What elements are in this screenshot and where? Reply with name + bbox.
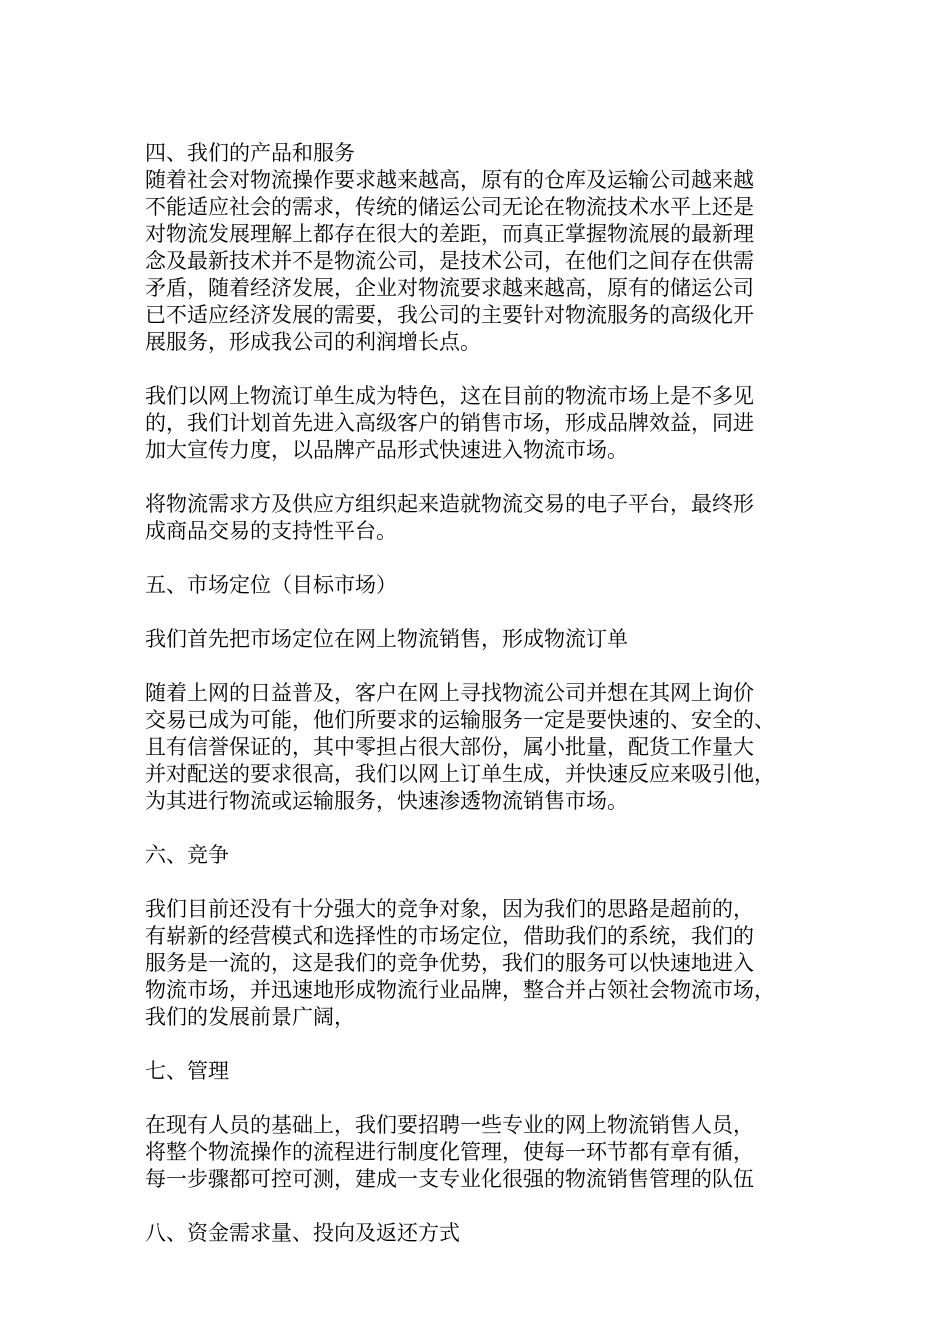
text-line: 交易已成为可能，他们所要求的运输服务一定是要快速的、安全的、 bbox=[145, 708, 775, 732]
paragraph-gap bbox=[145, 1193, 835, 1220]
paragraph-gap bbox=[145, 653, 835, 680]
text-line: 每一步骤都可控可测，建成一支专业化很强的物流销售管理的队伍 bbox=[145, 1167, 754, 1191]
paragraph-gap bbox=[145, 869, 835, 896]
text-line: 展服务，形成我公司的利润增长点。 bbox=[145, 330, 481, 354]
text-line: 加大宣传力度，以品牌产品形式快速进入物流市场。 bbox=[145, 438, 628, 462]
text-line: 将物流需求方及供应方组织起来造就物流交易的电子平台，最终形 bbox=[145, 492, 754, 516]
paragraph-gap bbox=[145, 356, 835, 383]
paragraph bbox=[145, 896, 835, 1031]
text-line: 将整个物流操作的流程进行制度化管理，使每一环节都有章有循， bbox=[145, 1140, 754, 1164]
text-line: 的，我们计划首先进入高级客户的销售市场，形成品牌效益，同进 bbox=[145, 411, 754, 435]
paragraph bbox=[145, 626, 835, 653]
paragraph-gap bbox=[145, 545, 835, 572]
paragraph-gap bbox=[145, 1031, 835, 1058]
text-line: 我们以网上物流订单生成为特色，这在目前的物流市场上是不多见 bbox=[145, 384, 754, 408]
text-line: 念及最新技术并不是物流公司，是技术公司，在他们之间存在供需 bbox=[145, 249, 754, 273]
text-line: 服务是一流的，这是我们的竞争优势，我们的服务可以快速地进入 bbox=[145, 951, 754, 975]
text-line: 我们的发展前景广阔， bbox=[145, 1005, 355, 1029]
paragraph-gap bbox=[145, 815, 835, 842]
section-heading: 七、管理 bbox=[145, 1059, 229, 1083]
text-line: 并对配送的要求很高，我们以网上订单生成，并快速反应来吸引他， bbox=[145, 762, 775, 786]
paragraph-gap bbox=[145, 599, 835, 626]
text-line: 已不适应经济发展的需要，我公司的主要针对物流服务的高级化开 bbox=[145, 303, 754, 327]
paragraph bbox=[145, 167, 835, 356]
text-line: 我们首先把市场定位在网上物流销售，形成物流订单 bbox=[145, 627, 628, 651]
paragraph-gap bbox=[145, 1085, 835, 1112]
text-line: 不能适应社会的需求，传统的储运公司无论在物流技术水平上还是 bbox=[145, 195, 754, 219]
paragraph bbox=[145, 680, 835, 815]
text-line: 为其进行物流或运输服务，快速渗透物流销售市场。 bbox=[145, 789, 628, 813]
section-heading: 八、资金需求量、投向及返还方式 bbox=[145, 1221, 460, 1245]
paragraph-gap bbox=[145, 464, 835, 491]
text-line: 在现有人员的基础上，我们要招聘一些专业的网上物流销售人员， bbox=[145, 1113, 754, 1137]
section-heading: 五、市场定位（目标市场） bbox=[145, 573, 397, 597]
section-heading: 六、竞争 bbox=[145, 843, 229, 867]
text-line: 矛盾，随着经济发展，企业对物流要求越来越高，原有的储运公司 bbox=[145, 276, 754, 300]
text-line: 且有信誉保证的，其中零担占很大部份，属小批量，配货工作量大 bbox=[145, 735, 754, 759]
paragraph bbox=[145, 383, 835, 464]
text-line: 随着上网的日益普及，客户在网上寻找物流公司并想在其网上询价 bbox=[145, 681, 754, 705]
section-heading: 四、我们的产品和服务 bbox=[145, 141, 355, 165]
text-line: 随着社会对物流操作要求越来越高，原有的仓库及运输公司越来越 bbox=[145, 168, 754, 192]
text-line: 有崭新的经营模式和选择性的市场定位，借助我们的系统，我们的 bbox=[145, 924, 754, 948]
paragraph bbox=[145, 1112, 835, 1193]
document-body bbox=[145, 140, 835, 1247]
text-line: 物流市场，并迅速地形成物流行业品牌，整合并占领社会物流市场， bbox=[145, 978, 775, 1002]
text-line: 我们目前还没有十分强大的竞争对象，因为我们的思路是超前的， bbox=[145, 897, 754, 921]
text-line: 对物流发展理解上都存在很大的差距，而真正掌握物流展的最新理 bbox=[145, 222, 754, 246]
text-line: 成商品交易的支持性平台。 bbox=[145, 519, 397, 543]
paragraph bbox=[145, 491, 835, 545]
